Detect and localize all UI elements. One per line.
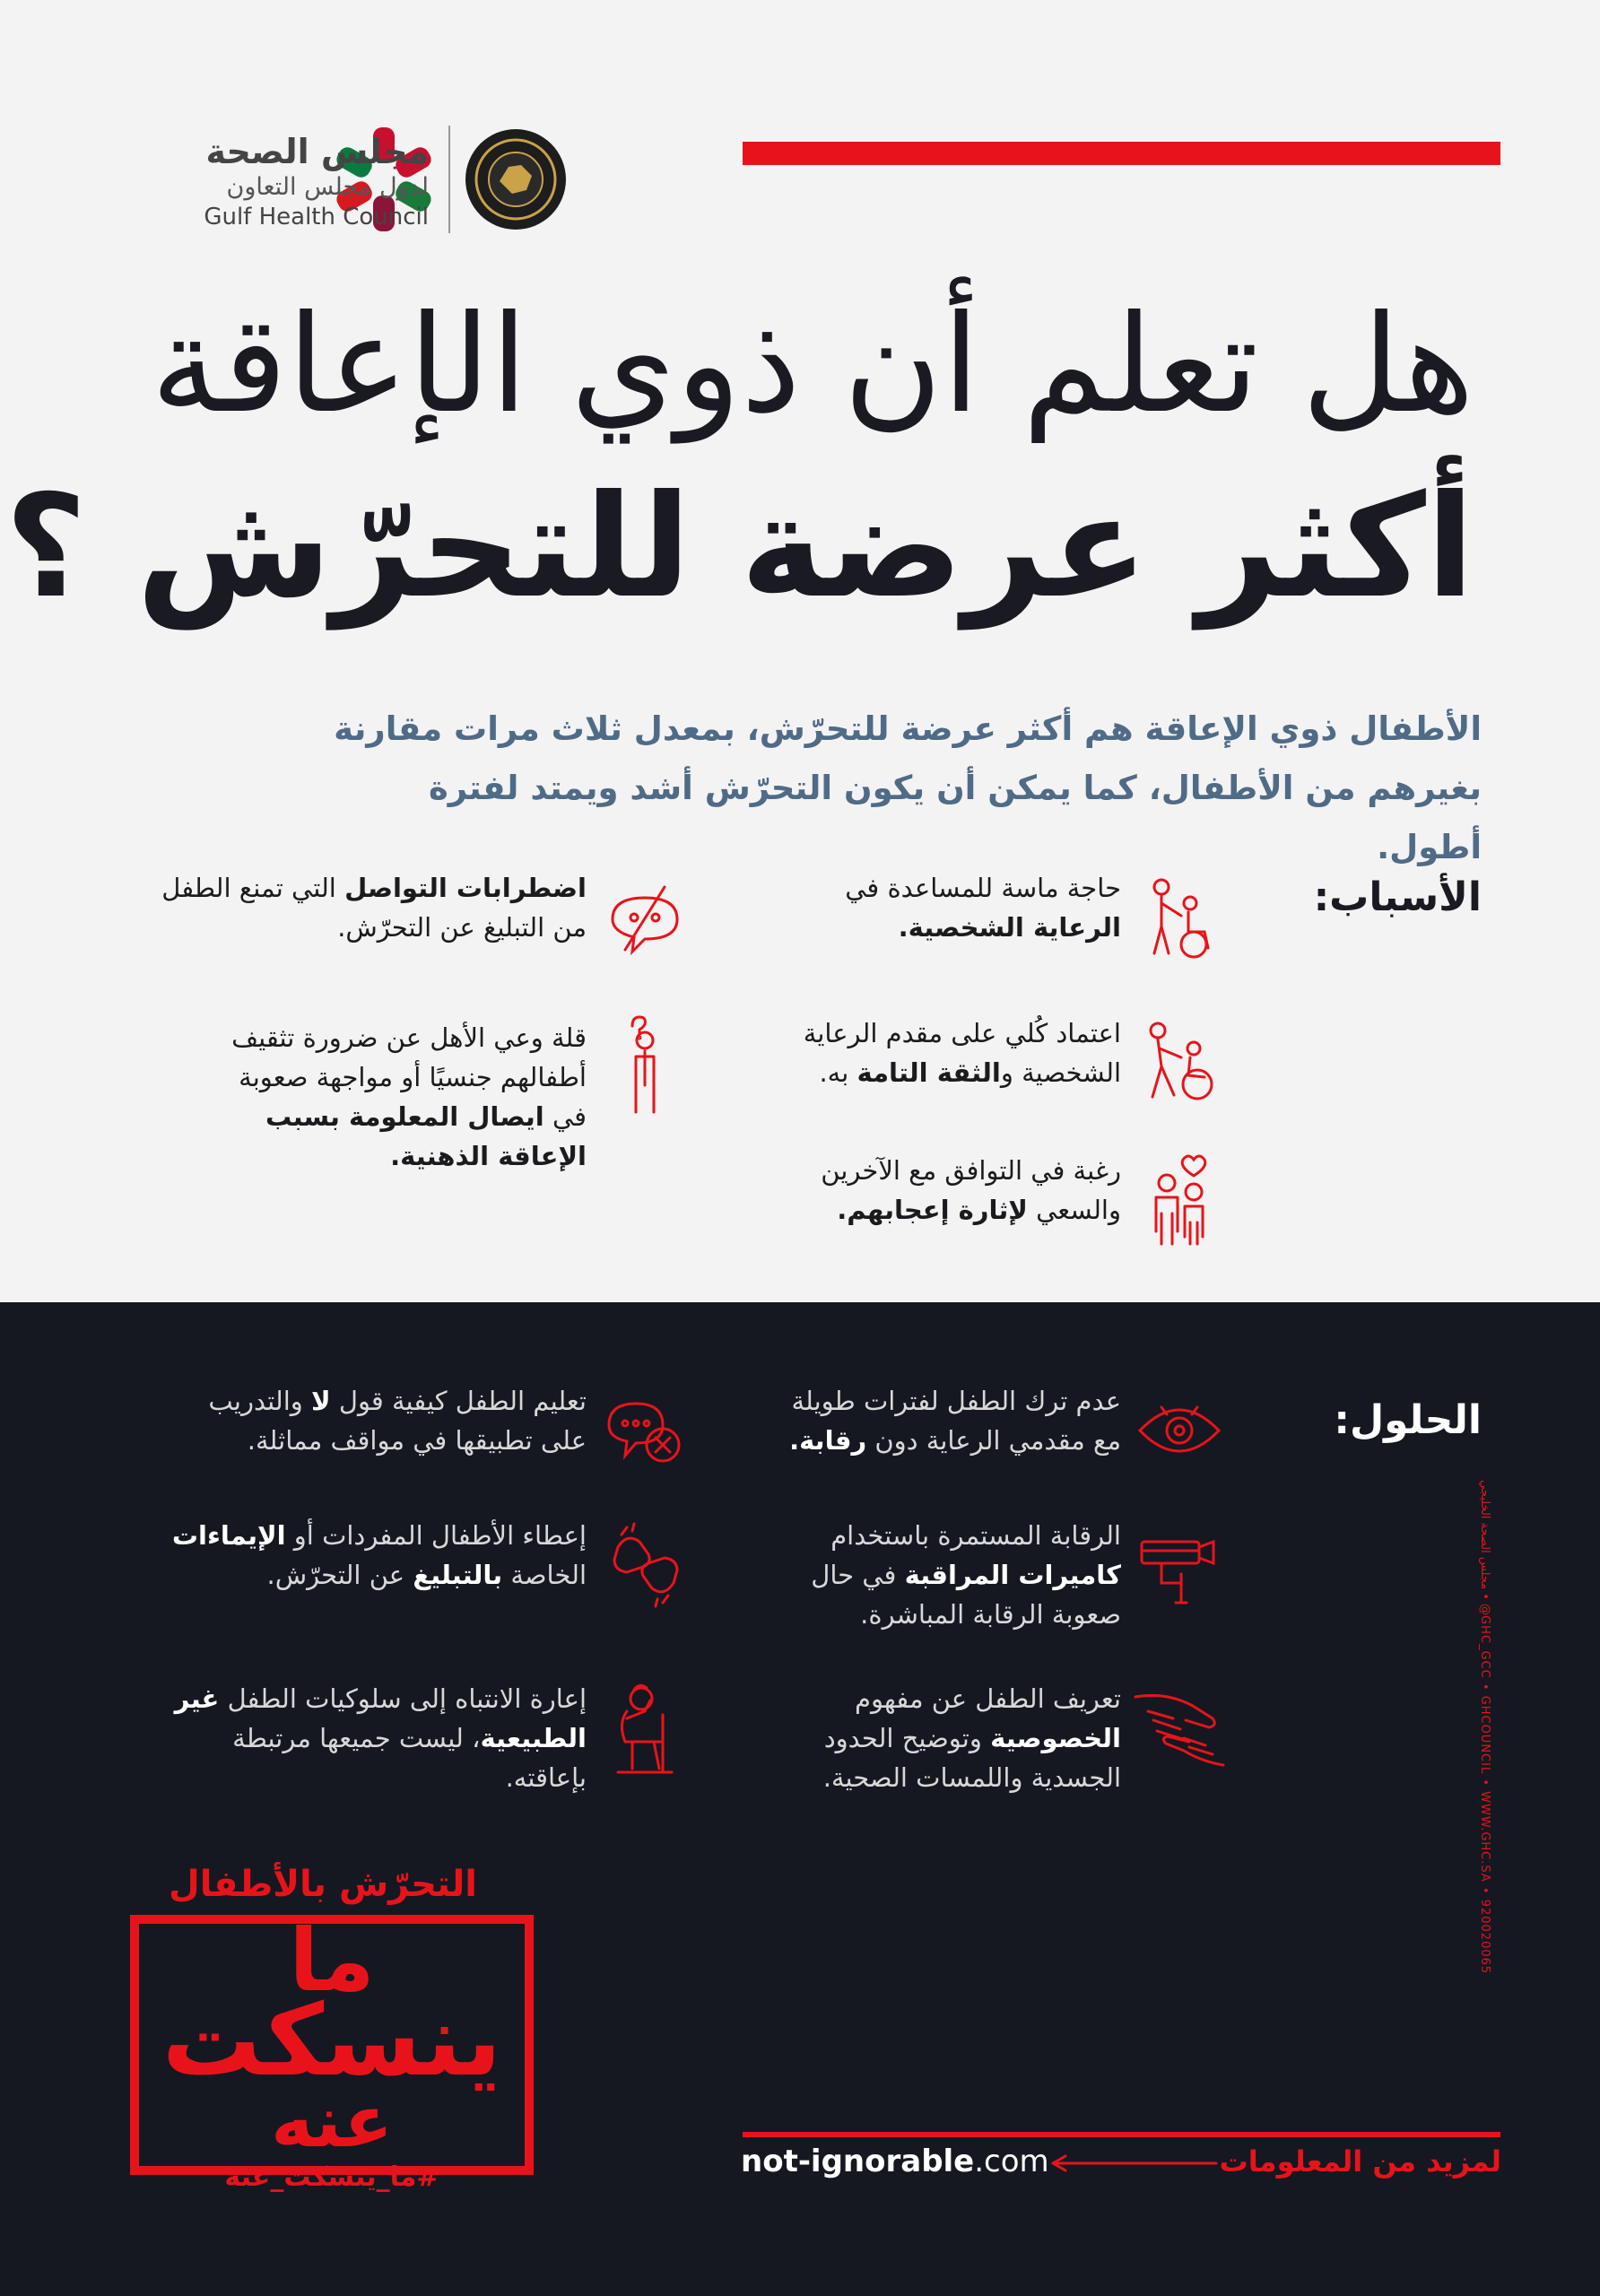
logo-arabic-subtitle: لدول مجلس التعاون [226,173,429,201]
solution-item-3-text: الرقابة المستمرة باستخدام كاميرات المراقبة في حال صعوبة الرقابة المباشرة. [811,1520,1121,1630]
cause-item-1-text: حاجة ماسة للمساعدة في الرعاية الشخصية. [845,873,1121,943]
solution-item-1 [726,1381,1229,1480]
solution-item-1-text: عدم ترك الطفل لفترات طويلة مع مقدمي الرعاية دون رقابة. [789,1386,1121,1456]
headline-line-2: أكثر عرضة للتحرّش ؟ [4,465,1474,630]
solution-item-2 [156,1381,694,1480]
cause-item-4-text: قلة وعي الأهل عن ضرورة تثقيف أطفالهم جنسيًا أو مواجهة صعوبة في ايصال المعلومة بسبب الإعاقة الذهنية. [231,1022,587,1171]
cause-item-5-text: رغبة في التوافق مع الآخرين والسعي لإثارة إعجابهم. [821,1155,1121,1225]
hands-touch-icon [1130,1679,1229,1778]
solution-item-5 [726,1679,1229,1797]
campaign-line-3: عنه [271,2080,393,2163]
intro-line-2: بغيرهم من الأطفال، كما يمكن أن يكون التحرّش أشد ويمتد لفترة أطول. [428,769,1482,866]
cause-item-2 [156,868,694,967]
contact-strip-text: مجلس الصحة الخليجي • @GHC_GCC • GHCOUNCIL • WWW.GHC.SA • 920020065 [1478,1480,1491,1975]
contact-strip [1471,1480,1498,2054]
speech-no-icon [596,1381,694,1480]
campaign-line-2: ينسكت [161,1983,502,2098]
logo-english-name: Gulf Health Council [204,204,429,230]
campaign-line-1: ما [289,1910,375,2011]
solution-item-4 [156,1516,694,1614]
sitting-child-icon [596,1679,694,1778]
solution-item-5-text: تعريف الطفل عن مفهوم الخصوصية وتوضيح الحدود الجسدية واللمسات الصحية. [822,1683,1121,1793]
footer-red-line [743,2132,1500,2137]
solution-item-4-text: إعطاء الأطفال المفردات أو الإيماءات الخاصة بالتبليغ عن التحرّش. [171,1520,587,1590]
campaign-top-text: التحرّش بالأطفال [169,1864,477,1905]
eye-icon [1130,1381,1229,1480]
arrow-left-icon [1049,2152,1220,2174]
cause-item-3 [726,1013,1229,1112]
gulf-health-council-logo [117,121,574,238]
children-heart-icon [1130,1151,1229,1249]
security-camera-icon [1130,1516,1229,1614]
gcc-seal-icon [462,126,570,233]
cause-item-3-text: اعتماد كُلي على مقدم الرعاية الشخصية والثقة التامة به. [803,1018,1121,1088]
cause-item-2-text: اضطرابات التواصل التي تمنع الطفل من التبليغ عن التحرّش. [161,873,587,943]
confused-person-icon [596,1018,694,1117]
caregiver-push-wheelchair-icon [1130,1013,1229,1112]
logo-divider [448,126,450,233]
footer-website-link[interactable]: not-ignorable.com [741,2144,1049,2179]
solution-item-6 [156,1679,694,1797]
footer-more-info: لمزيد من المعلومات [1219,2144,1501,2179]
solution-item-3 [726,1516,1229,1634]
sign-language-icon [596,1516,694,1614]
no-communication-icon [596,868,694,967]
logo-arabic-title: مجلس الصحة [205,132,429,171]
solution-item-2-text: تعليم الطفل كيفية قول لا والتدريب على تطبيقها في مواقف مماثلة. [208,1386,587,1456]
caregiver-wheelchair-icon [1130,868,1229,967]
headline-line-1: هل تعلم أن ذوي الإعاقة [151,287,1474,443]
header-red-bar [743,142,1500,165]
cause-item-1 [726,868,1229,967]
cause-item-4 [156,1018,694,1176]
campaign-logo [99,1857,565,2206]
intro-line-1: الأطفال ذوي الإعاقة هم أكثر عرضة للتحرّش، بمعدل ثلاث مرات مقارنة [334,709,1482,748]
campaign-hashtag: #ما_ينسكت_عنه [224,2161,439,2193]
cause-item-5 [726,1151,1229,1249]
intro-paragraph [316,700,1482,877]
solutions-label: الحلول: [1334,1397,1482,1443]
causes-label: الأسباب: [1313,874,1482,920]
solution-item-6-text: إعارة الانتباه إلى سلوكيات الطفل غير الطبيعية، ليست جميعها مرتبطة بإعاقته. [174,1683,587,1793]
